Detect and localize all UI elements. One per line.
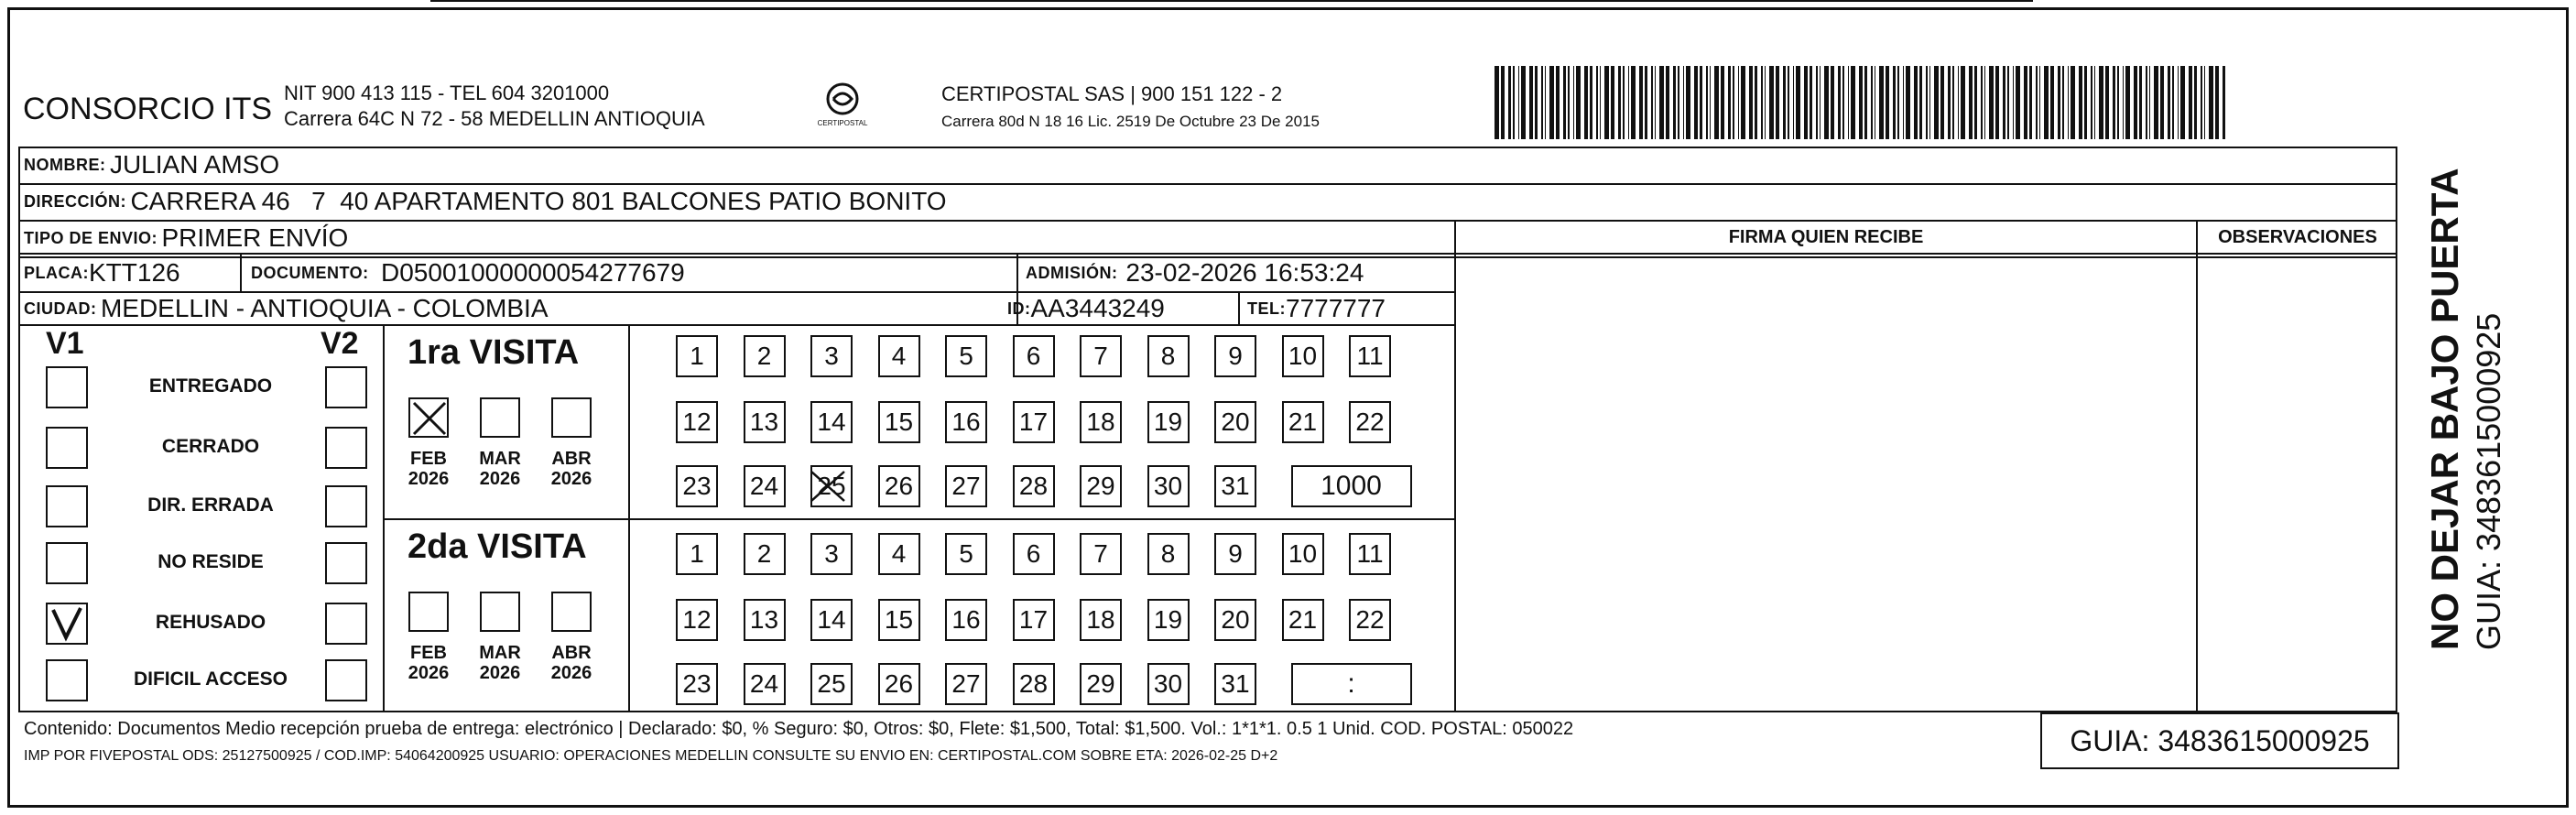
day-box[interactable]: 7 (1080, 533, 1122, 575)
barcode-bar (1940, 66, 1944, 139)
barcode-bar (2013, 66, 2014, 139)
status-reason: DIR. ERRADA (147, 494, 274, 516)
day-box[interactable]: 14 (810, 599, 853, 641)
barcode-bar (2134, 66, 2137, 139)
day-box[interactable]: 1 (676, 335, 718, 377)
observaciones-header: OBSERVACIONES (2218, 226, 2377, 247)
day-box[interactable]: 24 (744, 663, 786, 705)
barcode-bar (2039, 66, 2040, 139)
day-box[interactable]: 3 (810, 335, 853, 377)
day-box[interactable]: 4 (878, 335, 920, 377)
tel-value: 7777777 (1286, 294, 1386, 322)
day-box[interactable]: 9 (1214, 335, 1256, 377)
barcode-bar (2084, 66, 2087, 139)
barcode-bar (1765, 66, 1766, 139)
nombre-value: JULIAN AMSO (109, 150, 280, 179)
barcode-bar (1851, 66, 1855, 139)
v1-checkbox[interactable] (46, 485, 88, 527)
barcode-bar (1611, 66, 1614, 139)
barcode-bar (1981, 66, 1983, 139)
day-box[interactable]: 28 (1013, 663, 1055, 705)
placa-value: KTT126 (89, 258, 180, 287)
time-box[interactable]: : (1291, 663, 1412, 705)
admision-label: ADMISIÓN: (1026, 263, 1118, 282)
cell-divider (1238, 291, 1240, 324)
barcode-bar (1989, 66, 1994, 139)
barcode-bar (1926, 66, 1928, 139)
barcode-bar (2149, 66, 2150, 139)
day-box[interactable]: 13 (744, 599, 786, 641)
barcode-bar (1508, 66, 1511, 139)
month-label (401, 643, 456, 683)
day-box[interactable]: 11 (1349, 335, 1391, 377)
day-box[interactable]: 21 (1282, 599, 1324, 641)
day-box[interactable]: 8 (1147, 533, 1190, 575)
admision-value: 23-02-2026 16:53:24 (1125, 258, 1364, 287)
barcode-bar (1783, 66, 1786, 139)
day-box[interactable]: 1 (676, 533, 718, 575)
second-visit-title: 2da VISITA (408, 527, 587, 566)
signature-divider (1454, 220, 1456, 712)
barcode-bar (2099, 66, 2103, 139)
day-box[interactable]: 15 (878, 401, 920, 443)
id-value: AA3443249 (1030, 294, 1165, 322)
month-name: MAR (479, 449, 521, 469)
month-name: MAR (479, 643, 521, 663)
address-line: Carrera 64C N 72 - 58 MEDELLIN ANTIOQUIA (284, 107, 705, 130)
barcode-bar (2044, 66, 2049, 139)
barcode-bar (1929, 66, 1930, 139)
barcode-bar (2105, 66, 2109, 139)
barcode-bar (1738, 66, 1739, 139)
barcode-bar (2029, 66, 2032, 139)
documento-value: D05001000000054277679 (381, 258, 685, 287)
barcode-bar (1631, 66, 1636, 139)
top-rule (430, 0, 2033, 2)
month-checkbox[interactable] (408, 592, 449, 632)
day-box[interactable]: 10 (1282, 335, 1324, 377)
row-divider (18, 253, 1454, 255)
documento-cell (245, 255, 685, 290)
barcode-bar (2007, 66, 2009, 139)
day-box[interactable]: 27 (945, 465, 987, 507)
barcode-bar (1706, 66, 1708, 139)
barcode-bar (1529, 66, 1533, 139)
barcode-bar (1710, 66, 1711, 139)
barcode-bar (1694, 66, 1698, 139)
barcode-bar (1906, 66, 1910, 139)
barcode-bar (2154, 66, 2158, 139)
time-box[interactable]: 1000 (1291, 465, 1412, 507)
barcode (1495, 66, 2227, 139)
day-box[interactable]: 31 (1214, 663, 1256, 705)
side-guia: GUIA: 3483615000925 (2470, 312, 2507, 650)
month-checkbox[interactable] (480, 592, 520, 632)
barcode-bar (1769, 66, 1774, 139)
barcode-bar (1568, 66, 1570, 139)
barcode-bar (1741, 66, 1745, 139)
barcode-bar (1733, 66, 1734, 139)
month-checkbox[interactable] (551, 397, 592, 438)
day-box[interactable]: 26 (878, 663, 920, 705)
month-year: 2026 (408, 469, 450, 489)
v1-checkbox[interactable] (46, 542, 88, 584)
barcode-bar (2139, 66, 2142, 139)
v1-checkbox[interactable] (46, 659, 88, 701)
month-year: 2026 (479, 663, 521, 683)
id-cell (1002, 291, 1165, 326)
day-box[interactable]: 9 (1214, 533, 1256, 575)
barcode-bar (1914, 66, 1918, 139)
tel-cell (1242, 291, 1386, 326)
barcode-bar (1518, 66, 1519, 139)
barcode-bar (1655, 66, 1656, 139)
barcode-bar (1683, 66, 1684, 139)
month-name: FEB (410, 643, 447, 663)
barcode-bar (2062, 66, 2064, 139)
month-label (473, 643, 527, 683)
barcode-bar (1961, 66, 1965, 139)
day-box[interactable]: 16 (945, 401, 987, 443)
barcode-bar (2215, 66, 2219, 139)
barcode-bar (1848, 66, 1849, 139)
barcode-bar (1969, 66, 1973, 139)
barcode-bar (1816, 66, 1818, 139)
v1-header: V1 (46, 326, 84, 361)
day-box[interactable]: 22 (1349, 599, 1391, 641)
barcode-bar (2036, 66, 2038, 139)
cert-line2: Carrera 80d N 18 16 Lic. 2519 De Octubre 23 De 2015 (941, 113, 1320, 130)
barcode-bar (2050, 66, 2054, 139)
barcode-bar (1604, 66, 1609, 139)
barcode-bar (1934, 66, 1939, 139)
barcode-bar (2172, 66, 2174, 139)
tipo-value: PRIMER ENVÍO (161, 223, 349, 252)
day-box[interactable]: 5 (945, 335, 987, 377)
day-box[interactable]: 23 (676, 465, 718, 507)
day-box[interactable]: 3 (810, 533, 853, 575)
ciudad-value: MEDELLIN - ANTIOQUIA - COLOMBIA (100, 294, 549, 322)
barcode-bar (2091, 66, 2092, 139)
barcode-bar (1556, 66, 1560, 139)
nombre-label: NOMBRE: (24, 155, 106, 174)
barcode-bar (1871, 66, 1873, 139)
day-box[interactable]: 11 (1349, 533, 1391, 575)
status-reason: CERRADO (161, 436, 260, 457)
barcode-bar (1755, 66, 1757, 139)
month-checkbox[interactable] (480, 397, 520, 438)
direccion-value: CARRERA 46 7 40 APARTAMENTO 801 BALCONES PATIO BONITO (130, 187, 947, 215)
id-label: ID: (1007, 299, 1031, 318)
month-divider (628, 324, 630, 712)
day-box[interactable]: 24 (744, 465, 786, 507)
barcode-bar (1686, 66, 1690, 139)
barcode-bar (2071, 66, 2075, 139)
month-name: FEB (410, 449, 447, 469)
barcode-bar (2223, 66, 2225, 139)
barcode-bar (1952, 66, 1954, 139)
barcode-bar (1666, 66, 1669, 139)
first-visit-title: 1ra VISITA (408, 333, 580, 372)
barcode-bar (1549, 66, 1554, 139)
barcode-bar (1673, 66, 1676, 139)
day-box[interactable]: 15 (878, 599, 920, 641)
barcode-bar (1596, 66, 1598, 139)
barcode-bar (1793, 66, 1794, 139)
barcode-bar (2016, 66, 2020, 139)
v1-checkbox[interactable] (46, 366, 88, 408)
observations-divider (2196, 220, 2198, 712)
barcode-bar (1545, 66, 1546, 139)
barcode-bar (1788, 66, 1789, 139)
barcode-bar (1796, 66, 1800, 139)
v2-header: V2 (321, 326, 359, 361)
barcode-bar (2079, 66, 2082, 139)
day-box[interactable]: 13 (744, 401, 786, 443)
day-box[interactable]: 29 (1080, 465, 1122, 507)
day-box[interactable]: 6 (1013, 533, 1055, 575)
barcode-bar (1678, 66, 1679, 139)
day-box[interactable]: 23 (676, 663, 718, 705)
direccion-label: DIRECCIÓN: (24, 191, 126, 211)
barcode-bar (1864, 66, 1867, 139)
day-box[interactable]: 12 (676, 401, 718, 443)
barcode-bar (2125, 66, 2130, 139)
barcode-bar (1651, 66, 1653, 139)
day-box[interactable]: 30 (1147, 663, 1190, 705)
status-reason: REHUSADO (155, 612, 266, 633)
barcode-bar (2201, 66, 2202, 139)
month-checkbox[interactable] (408, 397, 449, 438)
v2-checkbox[interactable] (325, 659, 367, 701)
direccion-row (18, 184, 947, 219)
month-checkbox[interactable] (551, 592, 592, 632)
day-box[interactable]: 4 (878, 533, 920, 575)
barcode-bar (1749, 66, 1753, 139)
placa-cell (18, 255, 180, 290)
day-box[interactable]: 17 (1013, 401, 1055, 443)
status-reason: NO RESIDE (158, 551, 264, 572)
nit-line: NIT 900 413 115 - TEL 604 3201000 (284, 82, 610, 104)
month-name: ABR (551, 643, 592, 663)
barcode-bar (1618, 66, 1621, 139)
day-box[interactable]: 18 (1080, 401, 1122, 443)
barcode-bar (1628, 66, 1629, 139)
barcode-bar (1721, 66, 1724, 139)
day-box[interactable]: 20 (1214, 401, 1256, 443)
barcode-bar (1820, 66, 1821, 139)
cell-divider (240, 253, 242, 291)
column-header-rule (1454, 253, 2397, 255)
v1-checkbox[interactable] (46, 603, 88, 645)
status-reason: ENTREGADO (148, 375, 273, 397)
day-box[interactable]: 2 (744, 335, 786, 377)
barcode-bar (2209, 66, 2213, 139)
barcode-bar (1919, 66, 1922, 139)
firma-header: FIRMA QUIEN RECIBE (1728, 226, 1924, 247)
barcode-bar (1897, 66, 1899, 139)
day-box[interactable]: 31 (1214, 465, 1256, 507)
day-box[interactable]: 12 (676, 599, 718, 641)
status-reason: DIFICIL ACCESO (133, 668, 288, 690)
x-mark-icon (410, 399, 449, 438)
barcode-bar (1639, 66, 1643, 139)
month-year: 2026 (550, 469, 592, 489)
barcode-bar (2180, 66, 2185, 139)
month-year: 2026 (550, 663, 592, 683)
day-box[interactable]: 26 (878, 465, 920, 507)
tipo-row (18, 221, 348, 255)
day-box[interactable]: 18 (1080, 599, 1122, 641)
month-label (544, 449, 599, 489)
brand-name: CONSORCIO ITS (23, 92, 273, 126)
v2-checkbox[interactable] (325, 542, 367, 584)
barcode-bar (1974, 66, 1977, 139)
side-vertical-text (2422, 82, 2523, 650)
barcode-bar (1563, 66, 1566, 139)
tel-label: TEL: (1247, 299, 1286, 318)
ciudad-label: CIUDAD: (24, 299, 97, 318)
barcode-bar (2194, 66, 2197, 139)
logo-icon (824, 81, 861, 117)
barcode-bar (1645, 66, 1647, 139)
barcode-bar (1521, 66, 1526, 139)
barcode-bar (1600, 66, 1601, 139)
barcode-bar (1838, 66, 1841, 139)
barcode-bar (1535, 66, 1538, 139)
barcode-bar (1903, 66, 1904, 139)
barcode-bar (1859, 66, 1863, 139)
barcode-bar (2189, 66, 2192, 139)
barcode-bar (2094, 66, 2095, 139)
content-line: Contenido: Documentos Medio recepción prueba de entrega: electrónico | Declarado: $0, % Seguro: $0, Otros: $0, Flete: $1,500, Total: $1,500. Vol.: 1*1*1. 0.5 1 Unid. COD. POSTAL: 050022 (24, 719, 1574, 739)
admision-cell (1020, 255, 1364, 290)
day-box[interactable]: 17 (1013, 599, 1055, 641)
barcode-bar (1495, 66, 1499, 139)
barcode-bar (2146, 66, 2147, 139)
barcode-bar (1831, 66, 1834, 139)
barcode-bar (1659, 66, 1664, 139)
barcode-bar (2024, 66, 2027, 139)
barcode-bar (1948, 66, 1951, 139)
certipostal-logo (810, 81, 875, 136)
barcode-bar (2068, 66, 2069, 139)
barcode-bar (1700, 66, 1702, 139)
barcode-bar (1958, 66, 1959, 139)
barcode-bar (1623, 66, 1625, 139)
barcode-bar (1761, 66, 1763, 139)
logo-text: CERTIPOSTAL (817, 119, 868, 127)
no-dejar-notice: NO DEJAR BAJO PUERTA (2423, 168, 2466, 650)
check-mark-icon (48, 604, 86, 643)
barcode-bar (2204, 66, 2205, 139)
barcode-bar (2003, 66, 2005, 139)
v1-checkbox[interactable] (46, 427, 88, 469)
day-box[interactable]: 27 (945, 663, 987, 705)
barcode-bar (1995, 66, 1999, 139)
v2-checkbox[interactable] (325, 427, 367, 469)
barcode-bar (1501, 66, 1505, 139)
barcode-bar (1824, 66, 1829, 139)
day-box[interactable]: 14 (810, 401, 853, 443)
day-box[interactable]: 6 (1013, 335, 1055, 377)
month-label (401, 449, 456, 489)
barcode-bar (2123, 66, 2124, 139)
barcode-bar (1879, 66, 1884, 139)
month-year: 2026 (479, 469, 521, 489)
barcode-bar (1576, 66, 1581, 139)
barcode-bar (1513, 66, 1515, 139)
day-box[interactable]: 2 (744, 533, 786, 575)
day-box[interactable]: 29 (1080, 663, 1122, 705)
barcode-bar (2178, 66, 2179, 139)
barcode-bar (1573, 66, 1574, 139)
v2-checkbox[interactable] (325, 603, 367, 645)
barcode-bar (1893, 66, 1896, 139)
barcode-bar (1728, 66, 1731, 139)
barcode-bar (2117, 66, 2119, 139)
day-box[interactable]: 28 (1013, 465, 1055, 507)
visit-divider (383, 518, 1454, 520)
day-box[interactable]: 7 (1080, 335, 1122, 377)
documento-label: DOCUMENTO: (251, 263, 369, 282)
day-box[interactable]: 5 (945, 533, 987, 575)
barcode-bar (2160, 66, 2164, 139)
cert-line1: CERTIPOSTAL SAS | 900 151 122 - 2 (941, 82, 1283, 105)
day-box[interactable]: 30 (1147, 465, 1190, 507)
ciudad-cell (18, 291, 549, 326)
month-label (544, 643, 599, 683)
barcode-bar (1776, 66, 1779, 139)
month-year: 2026 (408, 663, 450, 683)
v2-checkbox[interactable] (325, 366, 367, 408)
month-label (473, 449, 527, 489)
barcode-bar (2168, 66, 2170, 139)
company-info (284, 81, 705, 132)
barcode-bar (1842, 66, 1844, 139)
day-box[interactable]: 22 (1349, 401, 1391, 443)
day-box[interactable]: 10 (1282, 533, 1324, 575)
barcode-bar (1804, 66, 1808, 139)
barcode-bar (2058, 66, 2060, 139)
month-name: ABR (551, 449, 592, 469)
nombre-row (18, 147, 279, 182)
barcode-bar (1984, 66, 1985, 139)
barcode-bar (1810, 66, 1812, 139)
day-box[interactable]: 8 (1147, 335, 1190, 377)
day-box[interactable]: 19 (1147, 599, 1190, 641)
day-box[interactable]: 25 (810, 663, 853, 705)
day-box[interactable]: 21 (1282, 401, 1324, 443)
day-box[interactable]: 25 (810, 465, 853, 507)
tipo-label: TIPO DE ENVIO: (24, 228, 158, 247)
barcode-bar (1886, 66, 1889, 139)
day-box[interactable]: 20 (1214, 599, 1256, 641)
barcode-bar (1541, 66, 1543, 139)
barcode-bar (1714, 66, 1719, 139)
print-line: IMP POR FIVEPOSTAL ODS: 25127500925 / COD.IMP: 54064200925 USUARIO: OPERACIONES MEDELLIN CONSULTE SU ENVIO EN: CERTIPOSTAL.COM SOBRE ETA: 2026-02-25 D+2 (24, 748, 1278, 764)
barcode-bar (2113, 66, 2115, 139)
courier-info (941, 81, 1320, 136)
day-box[interactable]: 19 (1147, 401, 1190, 443)
barcode-bar (1584, 66, 1588, 139)
guia-box: GUIA: 3483615000925 (2040, 712, 2399, 769)
barcode-bar (1590, 66, 1592, 139)
v2-checkbox[interactable] (325, 485, 367, 527)
day-box[interactable]: 16 (945, 599, 987, 641)
placa-label: PLACA: (24, 263, 89, 282)
